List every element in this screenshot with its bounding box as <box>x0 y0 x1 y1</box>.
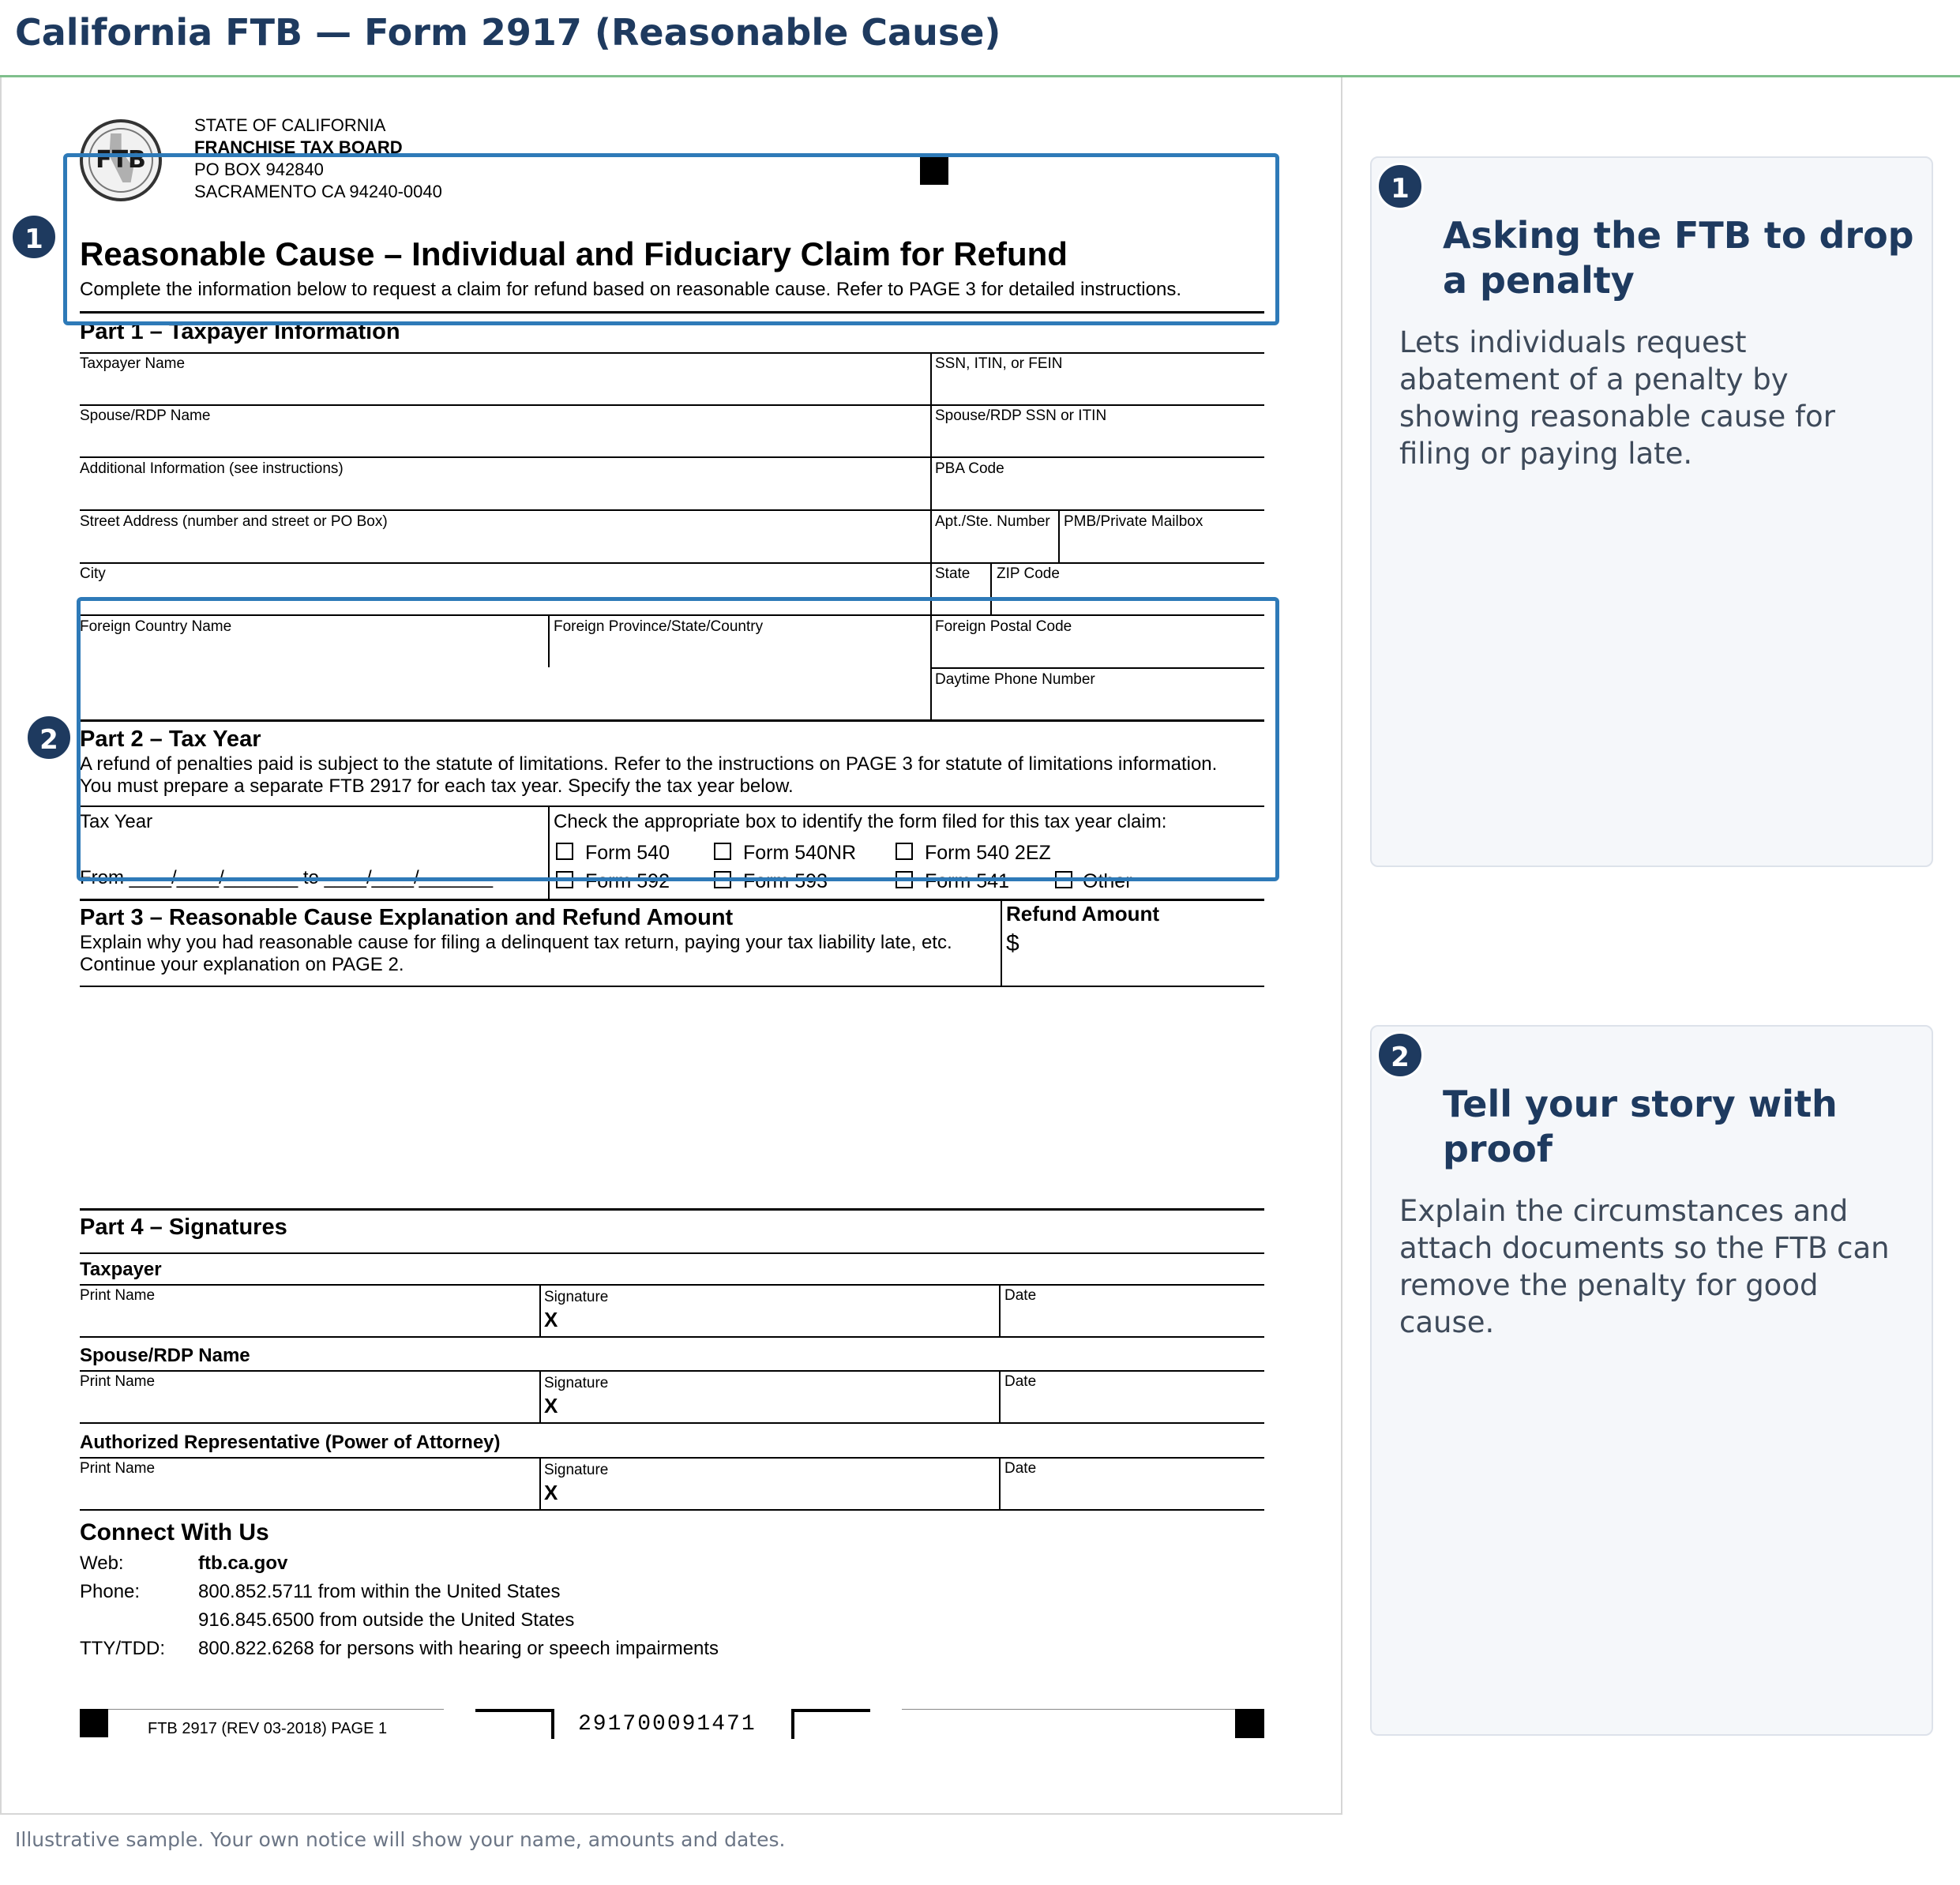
option-form-541: Form 541 <box>925 870 1009 892</box>
rep-signature-label: Signature <box>544 1462 609 1478</box>
callout-card-2 <box>1370 1025 1933 1736</box>
callout-card-1 <box>1370 156 1933 867</box>
taxpayer-sig-heading: Taxpayer <box>80 1259 162 1280</box>
agency-city: SACRAMENTO CA 94240-0040 <box>194 182 442 201</box>
option-form-540: Form 540 <box>585 842 670 864</box>
foreign-province-field[interactable]: Foreign Province/State/Country <box>554 618 764 635</box>
phone-field[interactable]: Daytime Phone Number <box>935 671 1095 688</box>
scan-bracket-right <box>791 1709 870 1739</box>
web-link[interactable]: ftb.ca.gov <box>198 1553 288 1574</box>
tty-label: TTY/TDD: <box>80 1638 165 1659</box>
option-form-592: Form 592 <box>585 870 670 892</box>
refund-amount-field[interactable]: $ <box>1006 930 1019 956</box>
pba-code-field[interactable]: PBA Code <box>935 460 1004 477</box>
street-address-field[interactable]: Street Address (number and street or PO Box) <box>80 513 388 530</box>
explanation-textarea[interactable] <box>80 987 1264 1207</box>
highlight-box-2 <box>77 597 1279 881</box>
page-header <box>0 0 1960 77</box>
form-document <box>0 77 1342 1815</box>
refund-amount-label: Refund Amount <box>1006 902 1159 926</box>
ftb-logo: FTB <box>80 119 162 201</box>
part4-heading: Part 4 – Signatures <box>80 1215 287 1240</box>
part2-heading: Part 2 – Tax Year <box>80 727 261 752</box>
part3-line2: Continue your explanation on PAGE 2. <box>80 954 404 975</box>
part2-line2: You must prepare a separate FTB 2917 for each tax year. Specify the tax year below. <box>80 775 794 797</box>
phone-label: Phone: <box>80 1581 141 1602</box>
spouse-print-name-field[interactable]: Print Name <box>80 1373 156 1390</box>
rep-sig-heading: Authorized Representative (Power of Attorney) <box>80 1432 501 1453</box>
foreign-postal-field[interactable]: Foreign Postal Code <box>935 618 1072 635</box>
footnote: Illustrative sample. Your own notice will show your name, amounts and dates. <box>15 1828 786 1851</box>
form-intro: Complete the information below to request a claim for refund based on reasonable cause. Refer to PAGE 3 for detailed instructions. <box>80 279 1181 300</box>
part3-line1: Explain why you had reasonable cause for filing a delinquent tax return, paying your tax liability late, etc. <box>80 932 952 953</box>
callout-title-2: Tell your story with proof <box>1443 1083 1838 1170</box>
agency-board: FRANCHISE TAX BOARD <box>194 137 403 157</box>
foreign-country-field[interactable]: Foreign Country Name <box>80 618 232 635</box>
agency-pobox: PO BOX 942840 <box>194 160 324 179</box>
marker-badge-2: 2 <box>25 714 73 761</box>
barcode-number: 291700091471 <box>578 1712 757 1737</box>
city-field[interactable]: City <box>80 565 106 582</box>
part2-line1: A refund of penalties paid is subject to the statute of limitations. Refer to the instructions on PAGE 3 for statute of limitations information. <box>80 753 1218 775</box>
connect-heading: Connect With Us <box>80 1519 269 1545</box>
form-title: Reasonable Cause – Individual and Fiduciary Claim for Refund <box>80 235 1068 272</box>
ssn-field[interactable]: SSN, ITIN, or FEIN <box>935 355 1063 372</box>
option-other: Other <box>1083 870 1132 892</box>
spouse-signature-field[interactable]: X <box>544 1394 558 1418</box>
spouse-signature-label: Signature <box>544 1375 609 1391</box>
option-form-540nr: Form 540NR <box>743 842 857 864</box>
apt-number-field[interactable]: Apt./Ste. Number <box>935 513 1050 530</box>
phone-international: 916.845.6500 from outside the United States <box>198 1609 575 1631</box>
form-id: FTB 2917 (REV 03-2018) PAGE 1 <box>148 1720 388 1737</box>
zip-field[interactable]: ZIP Code <box>997 565 1060 582</box>
tax-year-range-field[interactable]: From ____/____/_______ to ____/____/_______ <box>80 867 494 888</box>
form-filed-label: Check the appropriate box to identify the form filed for this tax year claim: <box>554 811 1167 832</box>
agency-state: STATE OF CALIFORNIA <box>194 115 386 135</box>
web-label: Web: <box>80 1553 124 1574</box>
phone-domestic: 800.852.5711 from within the United States <box>198 1581 561 1602</box>
taxpayer-date-field[interactable]: Date <box>1004 1287 1037 1304</box>
option-form-593: Form 593 <box>743 870 828 892</box>
pmb-field[interactable]: PMB/Private Mailbox <box>1064 513 1203 530</box>
taxpayer-signature-label: Signature <box>544 1289 609 1305</box>
rep-print-name-field[interactable]: Print Name <box>80 1460 156 1477</box>
scan-bracket-left <box>475 1709 554 1739</box>
state-field[interactable]: State <box>935 565 971 582</box>
callout-body-2: Explain the circumstances and attach documents so the FTB can remove the penalty for good cause. <box>1399 1194 1890 1339</box>
part1-heading: Part 1 – Taxpayer Information <box>80 319 400 344</box>
taxpayer-signature-field[interactable]: X <box>544 1308 558 1331</box>
callout-title-1: Asking the FTB to drop a penalty <box>1443 214 1914 302</box>
rep-date-field[interactable]: Date <box>1004 1460 1037 1477</box>
taxpayer-print-name-field[interactable]: Print Name <box>80 1287 156 1304</box>
part3-heading: Part 3 – Reasonable Cause Explanation and Refund Amount <box>80 905 734 930</box>
additional-info-field[interactable]: Additional Information (see instructions) <box>80 460 344 477</box>
spouse-ssn-field[interactable]: Spouse/RDP SSN or ITIN <box>935 407 1107 424</box>
rep-signature-field[interactable]: X <box>544 1481 558 1504</box>
spouse-date-field[interactable]: Date <box>1004 1373 1037 1390</box>
callout-body-1: Lets individuals request abatement of a penalty by showing reasonable cause for filing or paying late. <box>1399 325 1835 471</box>
tax-year-label: Tax Year <box>80 811 153 832</box>
spouse-name-field[interactable]: Spouse/RDP Name <box>80 407 211 424</box>
spouse-sig-heading: Spouse/RDP Name <box>80 1345 250 1366</box>
callout-badge-2: 2 <box>1376 1031 1424 1079</box>
corner-mark-left <box>80 1709 108 1737</box>
tty-number: 800.822.6268 for persons with hearing or speech impairments <box>198 1638 719 1659</box>
option-form-540-2ez: Form 540 2EZ <box>925 842 1051 864</box>
callout-badge-1: 1 <box>1376 163 1424 210</box>
highlight-box-1 <box>63 153 1279 325</box>
marker-badge-1: 1 <box>10 213 58 261</box>
corner-mark-right <box>1235 1709 1264 1738</box>
page-title: California FTB — Form 2917 (Reasonable Cause) <box>15 11 1001 54</box>
taxpayer-name-field[interactable]: Taxpayer Name <box>80 355 186 372</box>
